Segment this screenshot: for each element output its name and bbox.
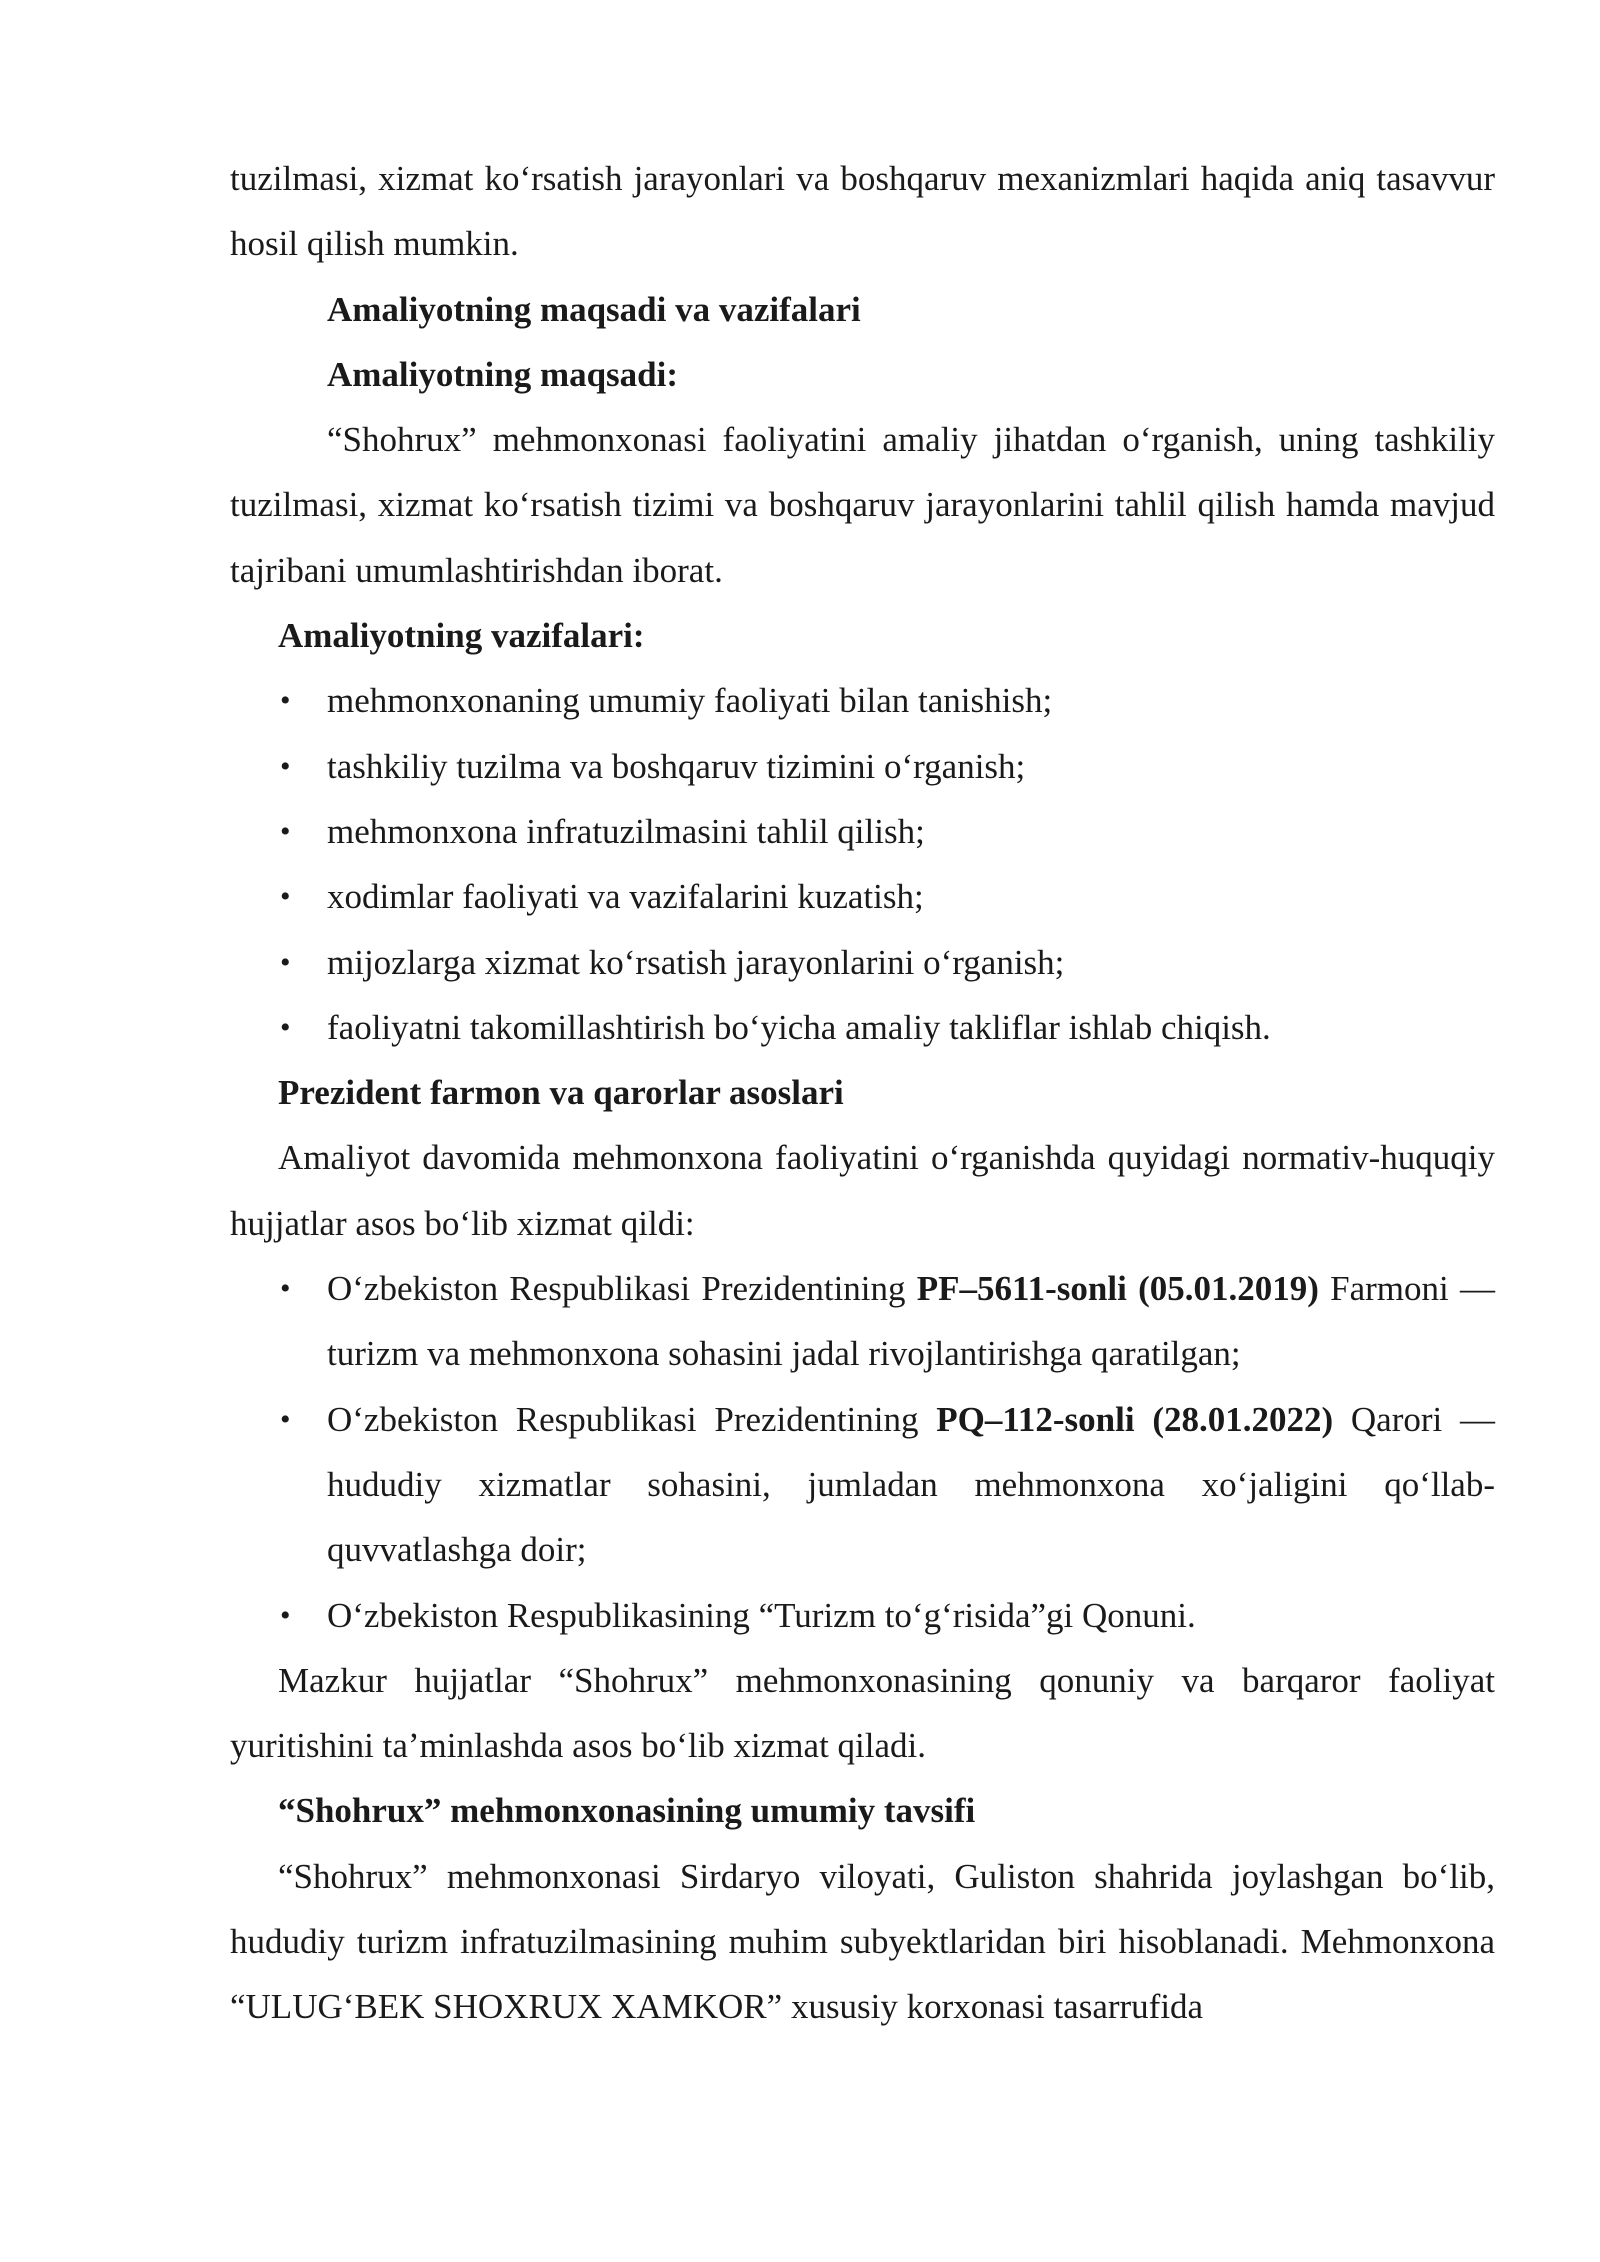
decree-number: PF–5611-sonli (05.01.2019)	[916, 1269, 1319, 1309]
bullet-icon: •	[280, 814, 291, 848]
bullet-icon: •	[280, 1402, 291, 1436]
list-item	[230, 930, 1495, 995]
section-heading-goals: Amaliyotning maqsadi va vazifalari	[327, 289, 861, 329]
list-item-text: faoliyatni takomillashtirish boʻyicha amaliy takliflar ishlab chiqish.	[327, 1007, 1271, 1047]
list-item	[230, 734, 1495, 799]
bullet-icon: •	[280, 749, 291, 783]
list-item-text: Oʻzbekiston Respublikasi Prezidentining	[327, 1399, 937, 1439]
list-item	[230, 995, 1495, 1060]
list-item	[230, 799, 1495, 864]
list-item-text: mehmonxona infratuzilmasini tahlil qilish;	[327, 811, 925, 851]
list-item-text: mijozlarga xizmat koʻrsatish jarayonlarini oʻrganish;	[327, 942, 1065, 982]
list-item	[230, 1256, 1495, 1387]
bullet-icon: •	[280, 1598, 291, 1632]
overview-paragraph: “Shohrux” mehmonxonasi Sirdaryo viloyati, Guliston shahrida joylashgan boʻlib, hududiy turizm infratuzilmasining muhim subyektlaridan biri hisoblanadi. Mehmonxona “ULUGʻBEK SHOXRUX XAMKOR” xususiy korxonasi tasarrufida	[230, 1856, 1495, 2027]
list-item-text: mehmonxonaning umumiy faoliyati bilan tanishish;	[327, 681, 1053, 721]
bullet-icon: •	[280, 1272, 291, 1306]
bullet-icon: •	[280, 945, 291, 979]
list-item-text: Qarori — hududiy xizmatlar sohasini, jumladan mehmonxona xoʻjaligini qoʻllab-quvvatlashga doir;	[327, 1399, 1495, 1570]
list-item	[230, 864, 1495, 929]
bullet-icon: •	[280, 1010, 291, 1044]
section-heading-decrees: Prezident farmon va qarorlar asoslari	[278, 1073, 844, 1113]
document-page	[230, 146, 1495, 2040]
decree-number: PQ–112-sonli (28.01.2022)	[936, 1399, 1334, 1439]
list-item-text: xodimlar faoliyati va vazifalarini kuzatish;	[327, 877, 924, 917]
decrees-conclusion-paragraph: Mazkur hujjatlar “Shohrux” mehmonxonasining qonuniy va barqaror faoliyat yuritishini taʼminlashda asos boʻlib xizmat qiladi.	[230, 1660, 1495, 1766]
tasks-heading: Amaliyotning vazifalari:	[278, 616, 645, 656]
list-item-text: tashkiliy tuzilma va boshqaruv tizimini oʻrganish;	[327, 746, 1026, 786]
list-item-text: Oʻzbekiston Respublikasining “Turizm toʻgʻrisida”gi Qonuni.	[327, 1595, 1196, 1635]
list-item	[230, 1583, 1495, 1648]
decrees-intro-paragraph: Amaliyot davomida mehmonxona faoliyatini oʻrganishda quyidagi normativ-huquqiy hujjatlar asos boʻlib xizmat qildi:	[230, 1138, 1495, 1243]
bullet-icon: •	[280, 880, 291, 914]
decrees-list	[230, 1256, 1495, 1648]
list-item-text: Farmoni — turizm va mehmonxona sohasini jadal rivojlantirishga qaratilgan;	[327, 1269, 1496, 1374]
list-item	[230, 668, 1495, 733]
purpose-paragraph: “Shohrux” mehmonxonasi faoliyatini amaliy jihatdan oʻrganish, uning tashkiliy tuzilmasi, xizmat koʻrsatish tizimi va boshqaruv jarayonlarini tahlil qilish hamda mavjud tajribani umumlashtirishdan iborat.	[230, 420, 1495, 590]
bullet-icon: •	[280, 684, 291, 718]
tasks-list	[230, 668, 1495, 1060]
section-heading-overview: “Shohrux” mehmonxonasining umumiy tavsifi	[278, 1791, 976, 1831]
list-item	[230, 1387, 1495, 1583]
purpose-heading: Amaliyotning maqsadi:	[327, 354, 679, 394]
list-item-text: Oʻzbekiston Respublikasi Prezidentining	[327, 1269, 917, 1309]
intro-paragraph: tuzilmasi, xizmat koʻrsatish jarayonlari va boshqaruv mexanizmlari haqida aniq tasavvur hosil qilish mumkin.	[230, 159, 1495, 264]
